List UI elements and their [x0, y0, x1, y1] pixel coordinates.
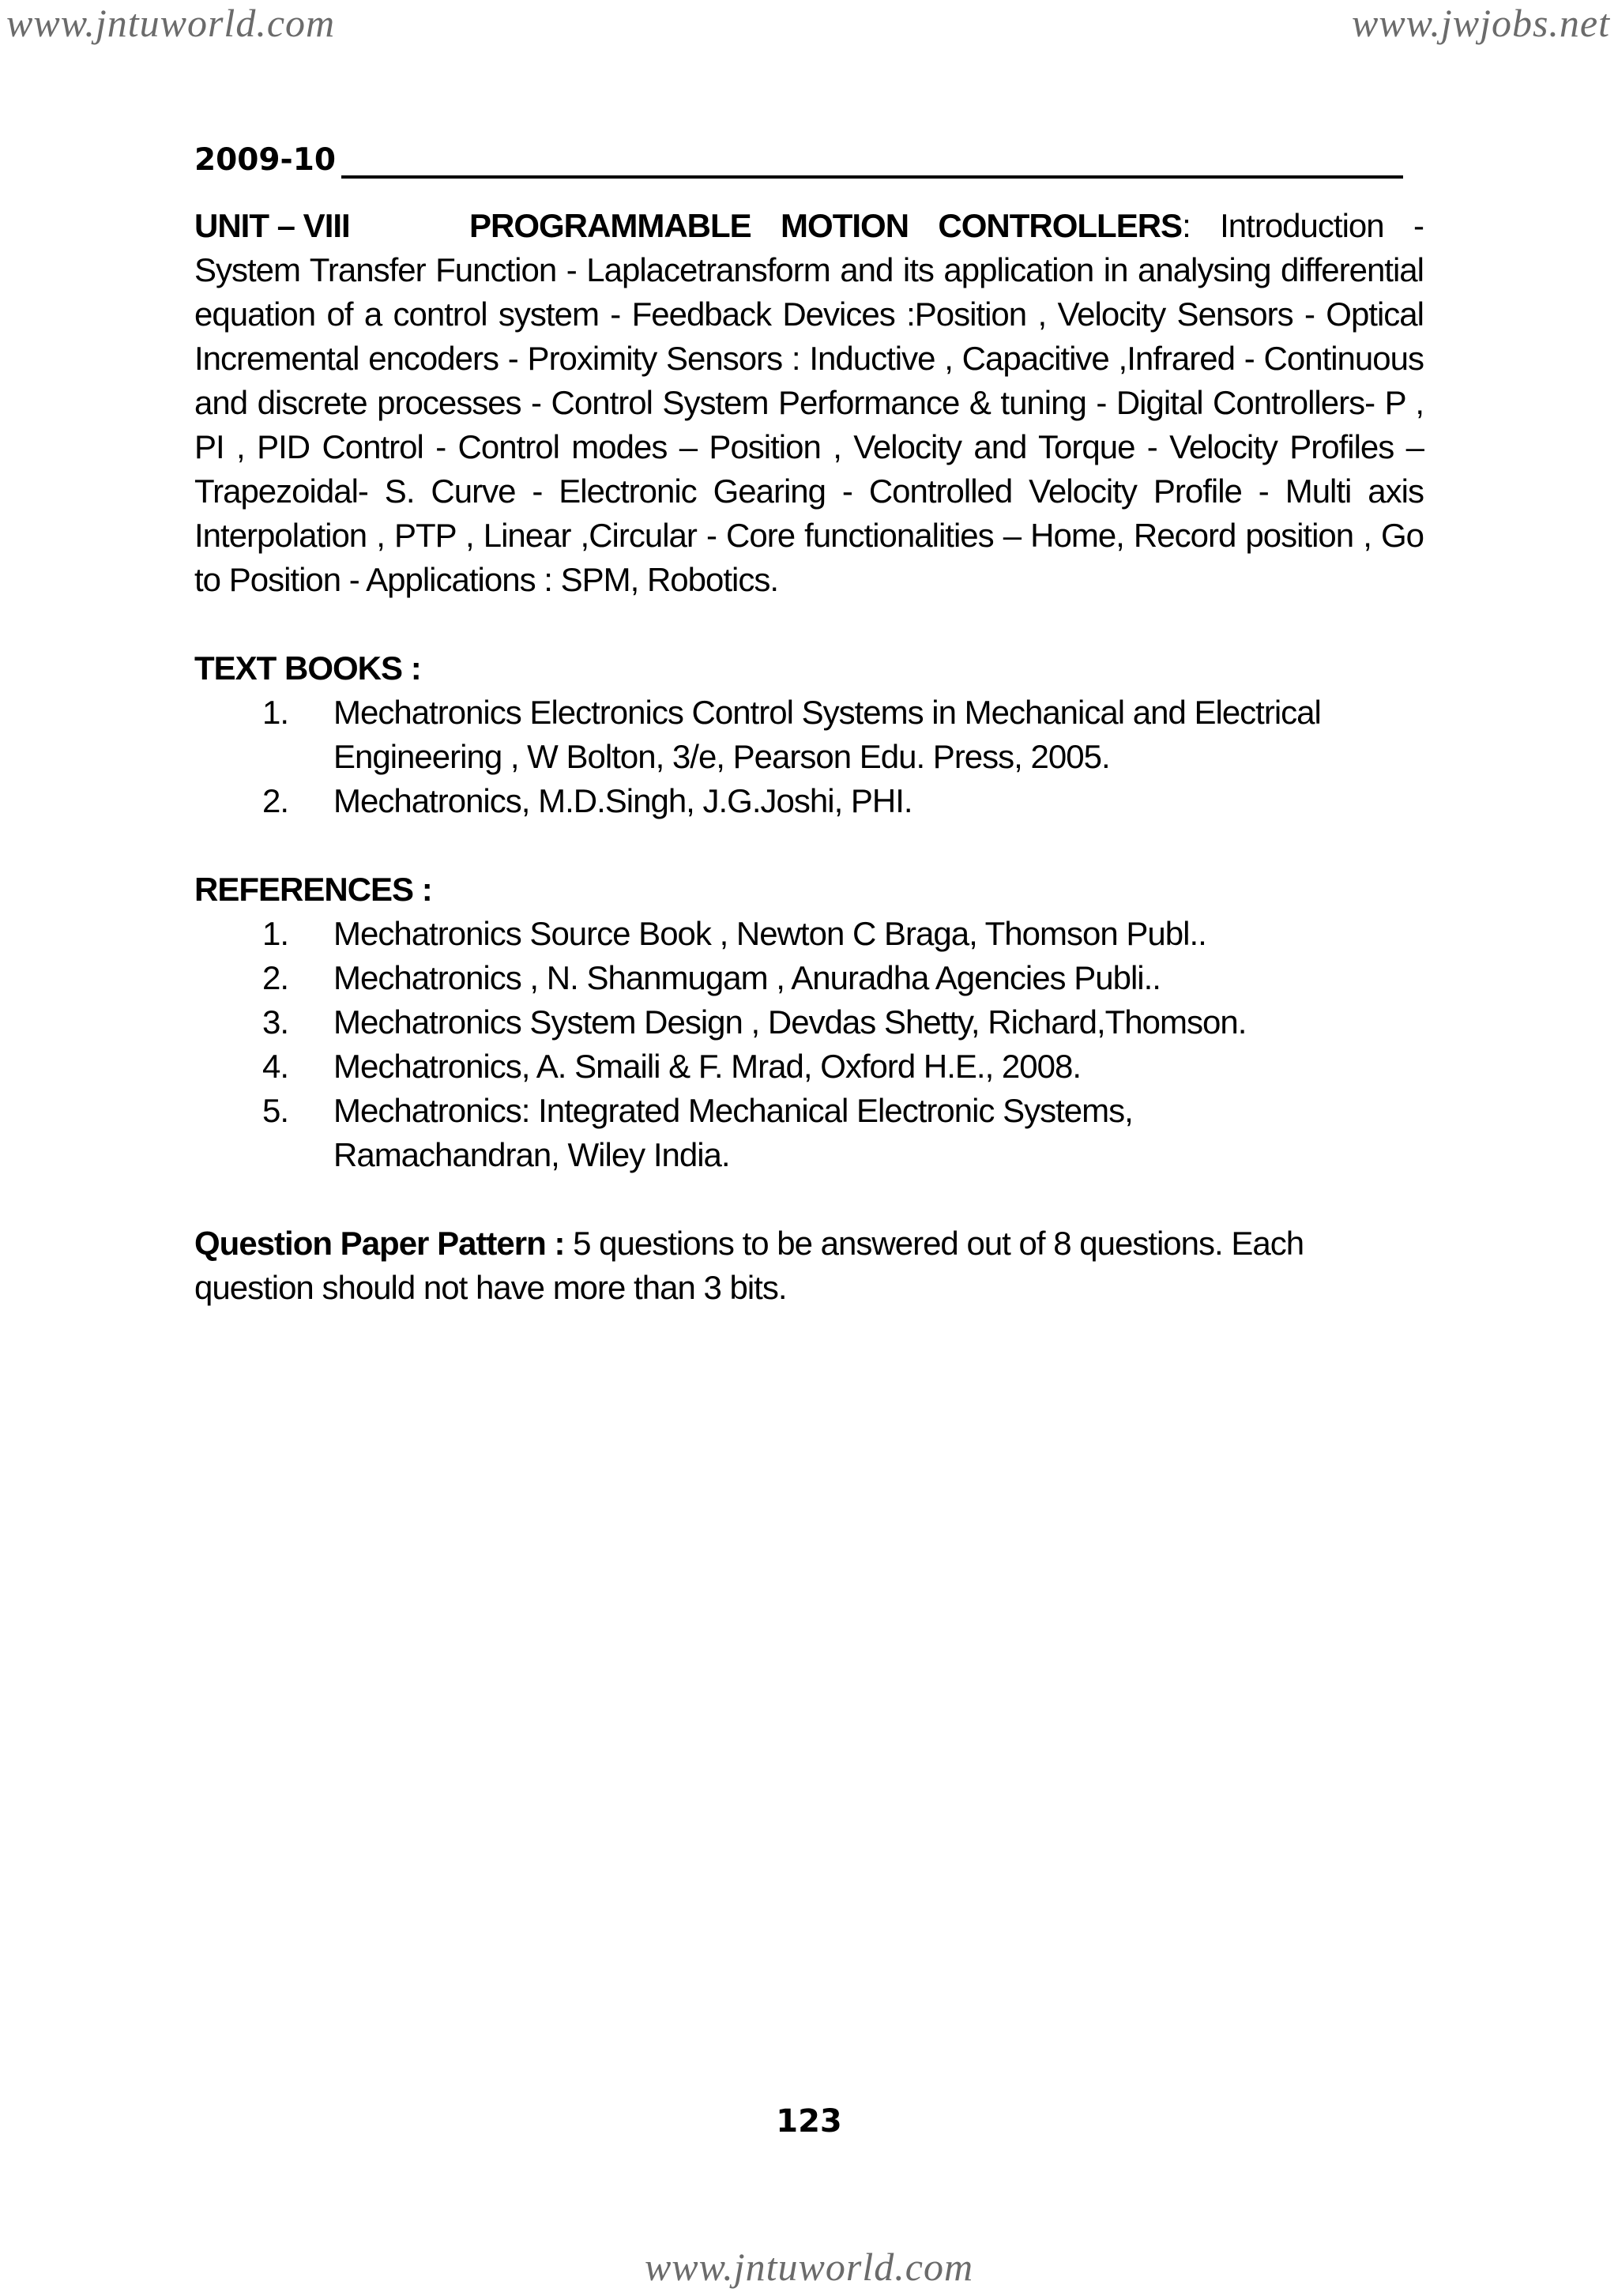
watermark-top-right: www.jwjobs.net [1351, 1, 1610, 45]
list-item-number: 2. [262, 782, 289, 819]
unit-title: PROGRAMMABLE MOTION CONTROLLERS [469, 207, 1183, 244]
list-item-text: Mechatronics System Design , Devdas Shetty, Richard,Thomson. [333, 1003, 1247, 1041]
list-item-number: 1. [262, 915, 289, 952]
references-list [194, 912, 1424, 1177]
list-item [194, 912, 1424, 956]
unit-label: UNIT – VIII [194, 207, 350, 244]
unit-body: : Introduction - System Transfer Function - Laplacetransform and its application in analysing differential equation of a control system - Feedback Devices :Position , Velocity Sensors - Optical Incremental encoders - Proximity Sensors : Inductive , Capacitive ,Infrared - Continuous and discrete processes - Control System Performance & tuning - Digital Controllers- P , PI , PID Control - Control modes – Position , Velocity and Torque - Velocity Profiles – Trapezoidal- S. Curve - Electronic Gearing - Controlled Velocity Profile - Multi axis Interpolation , PTP , Linear ,Circular - Core functionalities – Home, Record position , Go to Position - Applications : SPM, Robotics. [194, 207, 1424, 598]
list-item [194, 1044, 1424, 1089]
list-item [194, 1089, 1424, 1177]
text-books-list [194, 691, 1424, 823]
text-books-heading: TEXT BOOKS : [194, 649, 421, 687]
year-header [194, 141, 1403, 183]
list-item-text: Mechatronics, A. Smaili & F. Mrad, Oxford H.E., 2008. [333, 1048, 1082, 1085]
header-underline [341, 175, 1403, 179]
list-item-text: Mechatronics Electronics Control Systems in Mechanical and Electrical Engineering , W Bolton, 3/e, Pearson Edu. Press, 2005. [333, 694, 1321, 775]
list-item-number: 4. [262, 1048, 289, 1085]
academic-year: 2009-10 [194, 142, 337, 178]
list-item-number: 1. [262, 694, 289, 731]
question-pattern-label: Question Paper Pattern : [194, 1225, 565, 1262]
list-item-text: Mechatronics Source Book , Newton C Braga, Thomson Publ.. [333, 915, 1206, 952]
list-item-number: 3. [262, 1003, 289, 1041]
list-item-text: Mechatronics , N. Shanmugam , Anuradha Agencies Publi.. [333, 959, 1161, 996]
list-item [194, 691, 1424, 779]
question-pattern-text: 5 questions to be answered out of 8 questions. Each question should not have more than 3 bits. [194, 1225, 1304, 1306]
watermark-bottom: www.jntuworld.com [644, 2245, 974, 2289]
question-paper-pattern [194, 1221, 1332, 1310]
list-item-number: 2. [262, 959, 289, 996]
watermark-top-left: www.jntuworld.com [6, 1, 336, 45]
references-heading: REFERENCES : [194, 871, 432, 908]
unit-description [194, 204, 1424, 602]
list-item-text: Mechatronics, M.D.Singh, J.G.Joshi, PHI. [333, 782, 912, 819]
list-item-text: Mechatronics: Integrated Mechanical Electronic Systems, Ramachandran, Wiley India. [333, 1092, 1133, 1173]
list-item [194, 779, 1424, 823]
list-item [194, 1000, 1424, 1044]
syllabus-content [194, 204, 1424, 1310]
list-item-number: 5. [262, 1092, 289, 1129]
page-number: 123 [776, 2103, 842, 2140]
list-item [194, 956, 1424, 1000]
